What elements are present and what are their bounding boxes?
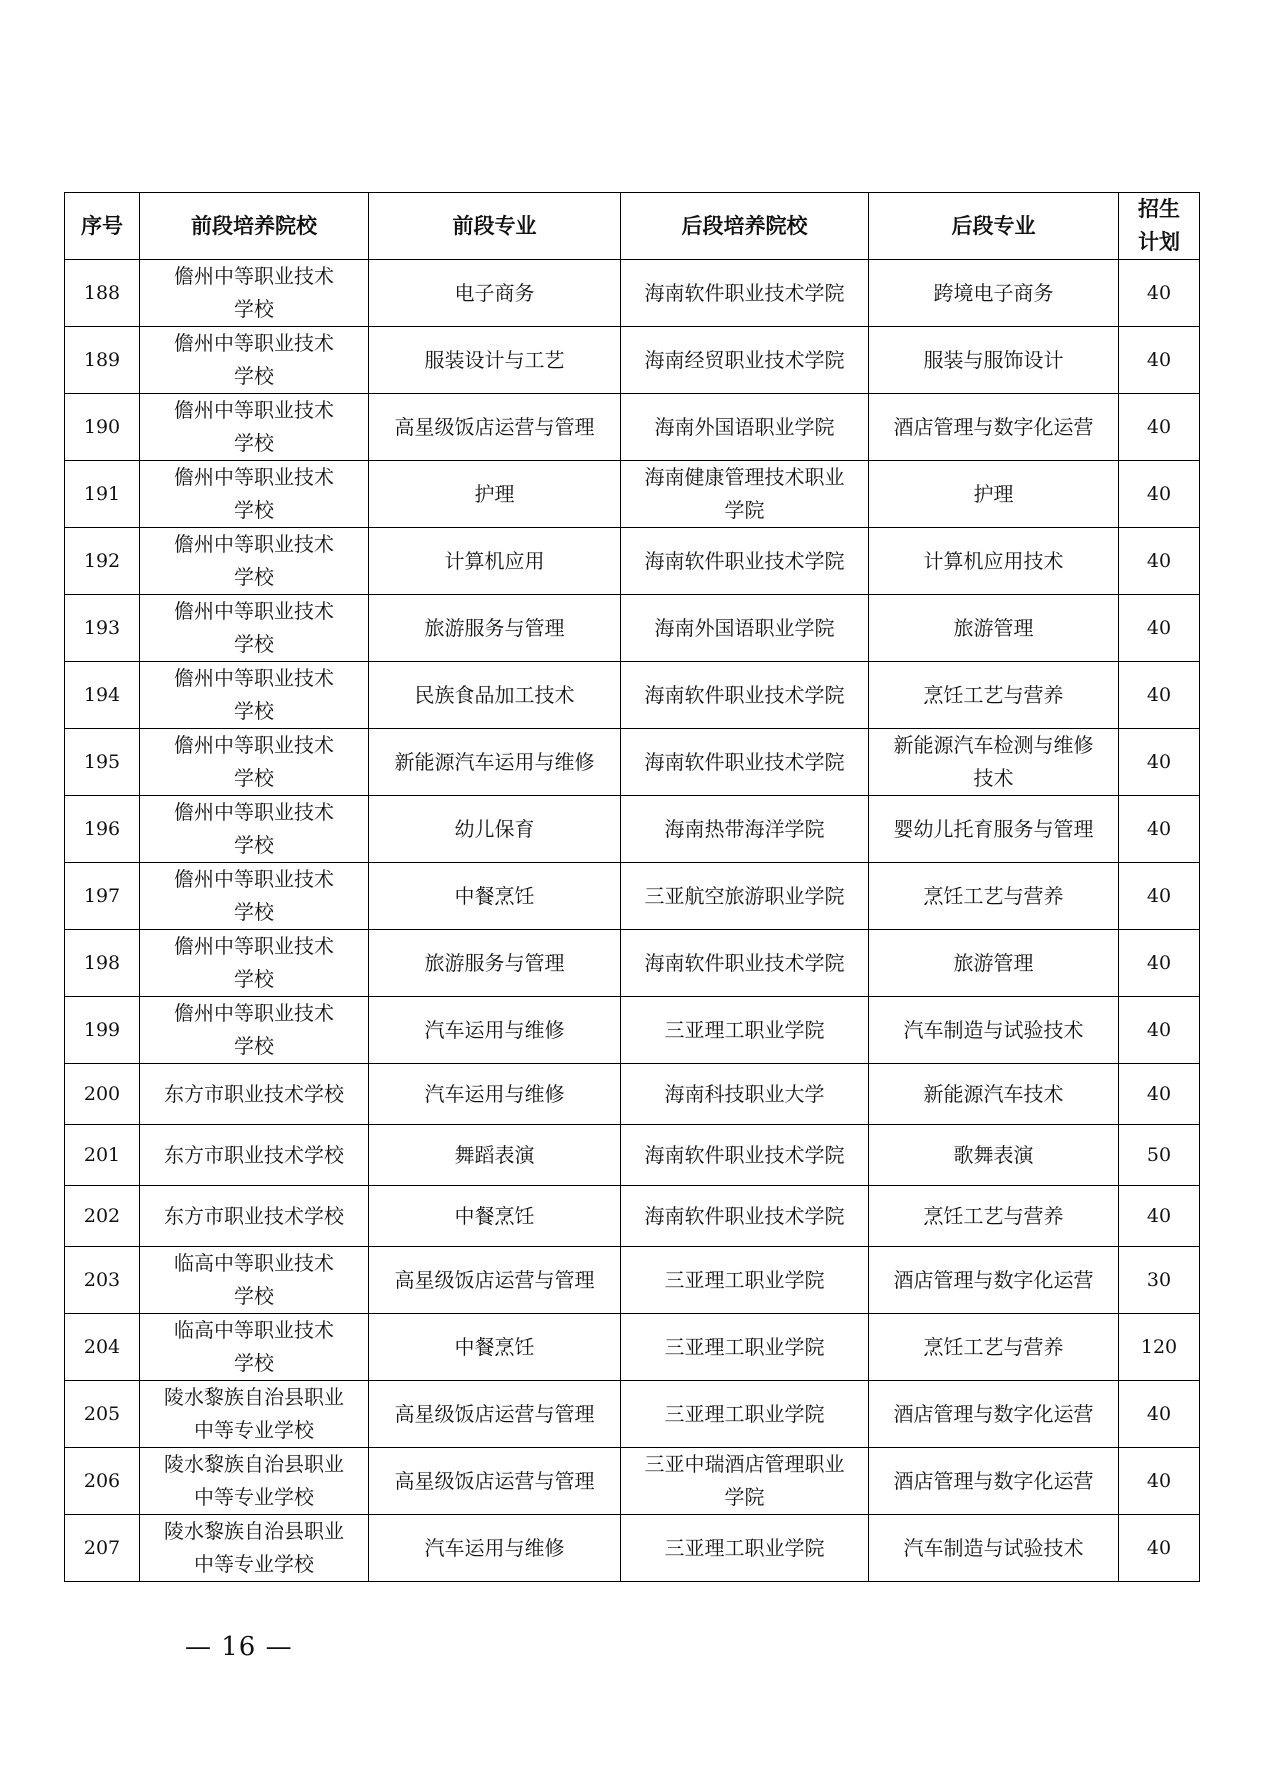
cell-back-major [869, 595, 1119, 662]
table-row [65, 1125, 1200, 1186]
cell-back-school [621, 1064, 869, 1125]
cell-front-school-line: 儋州中等职业技术 [174, 599, 334, 623]
cell-front-school [140, 1381, 369, 1448]
cell-plan: 40 [1119, 394, 1200, 461]
cell-front-school-line: 学校 [234, 1034, 274, 1058]
cell-back-major [869, 1186, 1119, 1247]
cell-back-school-line: 海南健康管理技术职业 [644, 465, 845, 489]
cell-plan: 40 [1119, 930, 1200, 997]
cell-back-major-line: 酒店管理与数字化运营 [893, 1401, 1094, 1426]
cell-front-school-line: 儋州中等职业技术 [174, 1001, 334, 1025]
cell-back-school-line: 海南经贸职业技术学院 [644, 347, 845, 372]
header-plan [1119, 193, 1200, 260]
cell-back-school [621, 1247, 869, 1314]
table-row [65, 1515, 1200, 1582]
cell-back-school [621, 729, 869, 796]
cell-front-major [369, 260, 621, 327]
cell-seq: 198 [65, 930, 140, 997]
cell-seq: 188 [65, 260, 140, 327]
cell-back-major [869, 394, 1119, 461]
cell-seq: 200 [65, 1064, 140, 1125]
cell-front-major-line: 高星级饭店运营与管理 [394, 1267, 595, 1292]
cell-back-school-line: 海南软件职业技术学院 [644, 749, 845, 774]
cell-plan: 120 [1119, 1314, 1200, 1381]
cell-front-school [140, 662, 369, 729]
cell-back-major [869, 729, 1119, 796]
cell-back-major-line: 酒店管理与数字化运营 [893, 1468, 1094, 1493]
cell-plan: 30 [1119, 1247, 1200, 1314]
cell-back-school [621, 260, 869, 327]
table-row [65, 930, 1200, 997]
cell-seq: 206 [65, 1448, 140, 1515]
cell-back-major [869, 1125, 1119, 1186]
cell-front-school [140, 1515, 369, 1582]
table-row [65, 796, 1200, 863]
cell-back-major-line: 新能源汽车技术 [923, 1081, 1064, 1106]
cell-front-major-line: 新能源汽车运用与维修 [394, 749, 595, 774]
cell-seq: 195 [65, 729, 140, 796]
cell-back-school-line: 海南软件职业技术学院 [644, 280, 845, 305]
cell-front-school [140, 1314, 369, 1381]
cell-front-school-line: 儋州中等职业技术 [174, 934, 334, 958]
cell-back-school [621, 461, 869, 528]
cell-front-school-line: 陵水黎族自治县职业 [164, 1385, 344, 1409]
cell-front-school-line: 东方市职业技术学校 [164, 1203, 344, 1228]
cell-front-school-line: 中等专业学校 [194, 1418, 314, 1442]
table-row [65, 528, 1200, 595]
cell-front-school-line: 东方市职业技术学校 [164, 1081, 344, 1106]
cell-front-school-line: 学校 [234, 364, 274, 388]
cell-front-major [369, 327, 621, 394]
cell-back-major [869, 930, 1119, 997]
cell-back-school-line: 海南软件职业技术学院 [644, 1203, 845, 1228]
cell-plan: 40 [1119, 796, 1200, 863]
cell-back-major-line: 烹饪工艺与营养 [923, 682, 1064, 707]
cell-front-school [140, 260, 369, 327]
cell-back-school [621, 662, 869, 729]
cell-back-school-line: 学院 [724, 1485, 765, 1509]
cell-front-major-line: 舞蹈表演 [454, 1142, 535, 1167]
cell-front-major-line: 汽车运用与维修 [424, 1535, 565, 1560]
cell-front-major-line: 民族食品加工技术 [414, 682, 575, 707]
cell-plan: 40 [1119, 729, 1200, 796]
cell-plan: 40 [1119, 1064, 1200, 1125]
cell-front-school [140, 796, 369, 863]
header-seq: 序号 [65, 193, 140, 260]
cell-front-major-line: 护理 [474, 481, 515, 506]
cell-front-major [369, 1314, 621, 1381]
cell-front-school-line: 学校 [234, 297, 274, 321]
cell-front-school-line: 临高中等职业技术 [174, 1251, 334, 1275]
cell-front-school [140, 1448, 369, 1515]
cell-back-major-line: 汽车制造与试验技术 [903, 1017, 1084, 1042]
table-row [65, 997, 1200, 1064]
table-row [65, 327, 1200, 394]
table-row [65, 1381, 1200, 1448]
enrollment-table [64, 192, 1200, 1582]
cell-front-major-line: 幼儿保育 [454, 816, 535, 841]
cell-back-major-line: 新能源汽车检测与维修 [893, 733, 1094, 757]
cell-back-major [869, 260, 1119, 327]
header-row [65, 193, 1200, 260]
cell-back-major [869, 863, 1119, 930]
cell-back-school-line: 三亚理工职业学院 [664, 1401, 825, 1426]
cell-back-school-line: 三亚理工职业学院 [664, 1017, 825, 1042]
cell-back-major-line: 汽车制造与试验技术 [903, 1535, 1084, 1560]
cell-back-major [869, 1314, 1119, 1381]
cell-front-major-line: 高星级饭店运营与管理 [394, 1468, 595, 1493]
cell-front-major [369, 1515, 621, 1582]
cell-front-school [140, 729, 369, 796]
cell-back-major-line: 跨境电子商务 [933, 280, 1054, 305]
cell-front-major-line: 汽车运用与维修 [424, 1081, 565, 1106]
table-row [65, 260, 1200, 327]
cell-back-school [621, 1125, 869, 1186]
cell-front-school-line: 学校 [234, 699, 274, 723]
cell-front-school-line: 学校 [234, 632, 274, 656]
cell-seq: 197 [65, 863, 140, 930]
cell-back-school-line: 海南科技职业大学 [664, 1081, 825, 1106]
cell-plan: 40 [1119, 1186, 1200, 1247]
cell-back-school [621, 327, 869, 394]
cell-plan: 40 [1119, 528, 1200, 595]
cell-front-major [369, 461, 621, 528]
cell-front-school-line: 儋州中等职业技术 [174, 331, 334, 355]
cell-front-school-line: 学校 [234, 967, 274, 991]
cell-back-major [869, 1247, 1119, 1314]
cell-back-school [621, 1186, 869, 1247]
cell-front-major-line: 高星级饭店运营与管理 [394, 414, 595, 439]
cell-front-major [369, 528, 621, 595]
cell-front-school-line: 儋州中等职业技术 [174, 398, 334, 422]
cell-seq: 201 [65, 1125, 140, 1186]
header-front-school: 前段培养院校 [140, 193, 369, 260]
cell-back-major-line: 烹饪工艺与营养 [923, 1203, 1064, 1228]
cell-seq: 189 [65, 327, 140, 394]
table-row [65, 1064, 1200, 1125]
table-row [65, 1314, 1200, 1381]
cell-seq: 207 [65, 1515, 140, 1582]
cell-back-school-line: 海南外国语职业学院 [654, 615, 835, 640]
cell-back-major-line: 计算机应用技术 [923, 548, 1064, 573]
cell-back-major-line: 旅游管理 [953, 950, 1034, 975]
table-row [65, 461, 1200, 528]
cell-front-school-line: 学校 [234, 900, 274, 924]
cell-front-school-line: 学校 [234, 565, 274, 589]
table-body [65, 260, 1200, 1582]
cell-front-school-line: 儋州中等职业技术 [174, 465, 334, 489]
cell-seq: 196 [65, 796, 140, 863]
cell-back-major-line: 婴幼儿托育服务与管理 [893, 816, 1094, 841]
cell-front-school-line: 中等专业学校 [194, 1485, 314, 1509]
cell-front-school [140, 595, 369, 662]
cell-back-school-line: 三亚理工职业学院 [664, 1267, 825, 1292]
page-number: — 16 — [185, 1632, 293, 1662]
cell-front-school-line: 学校 [234, 833, 274, 857]
table-row [65, 662, 1200, 729]
cell-back-major [869, 1448, 1119, 1515]
cell-front-school-line: 陵水黎族自治县职业 [164, 1452, 344, 1476]
cell-front-major [369, 1381, 621, 1448]
cell-back-school-line: 三亚理工职业学院 [664, 1535, 825, 1560]
table-header [65, 193, 1200, 260]
cell-seq: 203 [65, 1247, 140, 1314]
cell-front-school-line: 儋州中等职业技术 [174, 800, 334, 824]
cell-back-school-line: 海南热带海洋学院 [664, 816, 825, 841]
cell-plan: 40 [1119, 461, 1200, 528]
cell-front-major [369, 1186, 621, 1247]
cell-seq: 193 [65, 595, 140, 662]
cell-front-school-line: 儋州中等职业技术 [174, 666, 334, 690]
cell-front-school [140, 1247, 369, 1314]
cell-front-major-line: 旅游服务与管理 [424, 615, 565, 640]
cell-back-major-line: 护理 [973, 481, 1014, 506]
cell-front-school-line: 学校 [234, 498, 274, 522]
cell-front-school-line: 儋州中等职业技术 [174, 867, 334, 891]
table-row [65, 863, 1200, 930]
cell-plan: 40 [1119, 595, 1200, 662]
cell-front-major [369, 729, 621, 796]
cell-front-school [140, 930, 369, 997]
header-back-major: 后段专业 [869, 193, 1119, 260]
cell-seq: 194 [65, 662, 140, 729]
cell-back-school [621, 528, 869, 595]
cell-back-major-line: 烹饪工艺与营养 [923, 883, 1064, 908]
cell-front-school-line: 临高中等职业技术 [174, 1318, 334, 1342]
cell-plan: 40 [1119, 327, 1200, 394]
cell-front-major-line: 服装设计与工艺 [424, 347, 565, 372]
cell-back-major-line: 酒店管理与数字化运营 [893, 414, 1094, 439]
cell-back-school-line: 三亚航空旅游职业学院 [644, 883, 845, 908]
header-plan-line: 计划 [1138, 230, 1180, 254]
cell-back-major-line: 烹饪工艺与营养 [923, 1334, 1064, 1359]
cell-back-school [621, 863, 869, 930]
cell-front-major-line: 中餐烹饪 [454, 1334, 535, 1359]
cell-back-major [869, 997, 1119, 1064]
cell-front-school [140, 863, 369, 930]
cell-front-school [140, 1186, 369, 1247]
cell-seq: 190 [65, 394, 140, 461]
cell-plan: 40 [1119, 1448, 1200, 1515]
cell-plan: 40 [1119, 1381, 1200, 1448]
table-row [65, 729, 1200, 796]
cell-front-major-line: 高星级饭店运营与管理 [394, 1401, 595, 1426]
cell-front-major [369, 1247, 621, 1314]
cell-front-school-line: 东方市职业技术学校 [164, 1142, 344, 1167]
cell-front-major-line: 中餐烹饪 [454, 883, 535, 908]
cell-front-school [140, 461, 369, 528]
cell-front-major [369, 1448, 621, 1515]
cell-back-school [621, 997, 869, 1064]
cell-back-school-line: 海南软件职业技术学院 [644, 682, 845, 707]
cell-seq: 202 [65, 1186, 140, 1247]
cell-back-school [621, 595, 869, 662]
cell-back-school [621, 394, 869, 461]
cell-back-school-line: 海南软件职业技术学院 [644, 950, 845, 975]
cell-back-school [621, 1448, 869, 1515]
cell-front-major [369, 595, 621, 662]
cell-front-major [369, 662, 621, 729]
cell-back-major [869, 528, 1119, 595]
cell-plan: 40 [1119, 997, 1200, 1064]
cell-front-school [140, 327, 369, 394]
cell-plan: 40 [1119, 863, 1200, 930]
cell-front-school-line: 儋州中等职业技术 [174, 532, 334, 556]
cell-back-major [869, 662, 1119, 729]
cell-back-school-line: 学院 [724, 498, 765, 522]
table-row [65, 595, 1200, 662]
cell-front-school [140, 1125, 369, 1186]
table-row [65, 394, 1200, 461]
cell-back-major [869, 1381, 1119, 1448]
cell-back-school [621, 1381, 869, 1448]
cell-front-major [369, 394, 621, 461]
cell-front-major-line: 电子商务 [454, 280, 535, 305]
cell-front-major [369, 997, 621, 1064]
cell-front-major [369, 796, 621, 863]
cell-back-major [869, 796, 1119, 863]
cell-back-school [621, 1314, 869, 1381]
cell-back-major [869, 327, 1119, 394]
cell-back-school-line: 海南外国语职业学院 [654, 414, 835, 439]
cell-back-major [869, 461, 1119, 528]
cell-seq: 192 [65, 528, 140, 595]
cell-back-school [621, 1515, 869, 1582]
cell-seq: 204 [65, 1314, 140, 1381]
cell-back-school [621, 930, 869, 997]
cell-back-major-line: 歌舞表演 [953, 1142, 1034, 1167]
cell-back-school-line: 海南软件职业技术学院 [644, 548, 845, 573]
cell-front-major-line: 中餐烹饪 [454, 1203, 535, 1228]
cell-front-major [369, 1125, 621, 1186]
cell-back-major-line: 服装与服饰设计 [923, 347, 1064, 372]
cell-front-school-line: 儋州中等职业技术 [174, 264, 334, 288]
cell-front-school [140, 1064, 369, 1125]
table-row [65, 1448, 1200, 1515]
cell-front-major-line: 汽车运用与维修 [424, 1017, 565, 1042]
cell-front-major-line: 旅游服务与管理 [424, 950, 565, 975]
cell-plan: 40 [1119, 662, 1200, 729]
cell-back-school-line: 三亚理工职业学院 [664, 1334, 825, 1359]
header-back-school: 后段培养院校 [621, 193, 869, 260]
cell-back-school-line: 海南软件职业技术学院 [644, 1142, 845, 1167]
cell-front-school-line: 陵水黎族自治县职业 [164, 1519, 344, 1543]
cell-back-major [869, 1064, 1119, 1125]
cell-back-school [621, 796, 869, 863]
cell-front-major [369, 930, 621, 997]
cell-front-school-line: 中等专业学校 [194, 1552, 314, 1576]
cell-back-major-line: 旅游管理 [953, 615, 1034, 640]
cell-front-major [369, 863, 621, 930]
cell-front-school-line: 学校 [234, 1284, 274, 1308]
header-plan-line: 招生 [1138, 197, 1180, 221]
cell-plan: 40 [1119, 1515, 1200, 1582]
cell-plan: 40 [1119, 260, 1200, 327]
cell-back-school-line: 三亚中瑞酒店管理职业 [644, 1452, 845, 1476]
cell-seq: 191 [65, 461, 140, 528]
cell-back-major [869, 1515, 1119, 1582]
cell-front-major [369, 1064, 621, 1125]
header-front-major: 前段专业 [369, 193, 621, 260]
cell-back-major-line: 酒店管理与数字化运营 [893, 1267, 1094, 1292]
cell-front-school-line: 学校 [234, 1351, 274, 1375]
cell-plan: 50 [1119, 1125, 1200, 1186]
cell-back-major-line: 技术 [973, 766, 1014, 790]
cell-front-school-line: 儋州中等职业技术 [174, 733, 334, 757]
cell-seq: 205 [65, 1381, 140, 1448]
cell-front-school [140, 394, 369, 461]
cell-seq: 199 [65, 997, 140, 1064]
cell-front-school [140, 997, 369, 1064]
table-row [65, 1247, 1200, 1314]
cell-front-major-line: 计算机应用 [444, 548, 545, 573]
cell-front-school-line: 学校 [234, 766, 274, 790]
cell-front-school [140, 528, 369, 595]
table-row [65, 1186, 1200, 1247]
cell-front-school-line: 学校 [234, 431, 274, 455]
